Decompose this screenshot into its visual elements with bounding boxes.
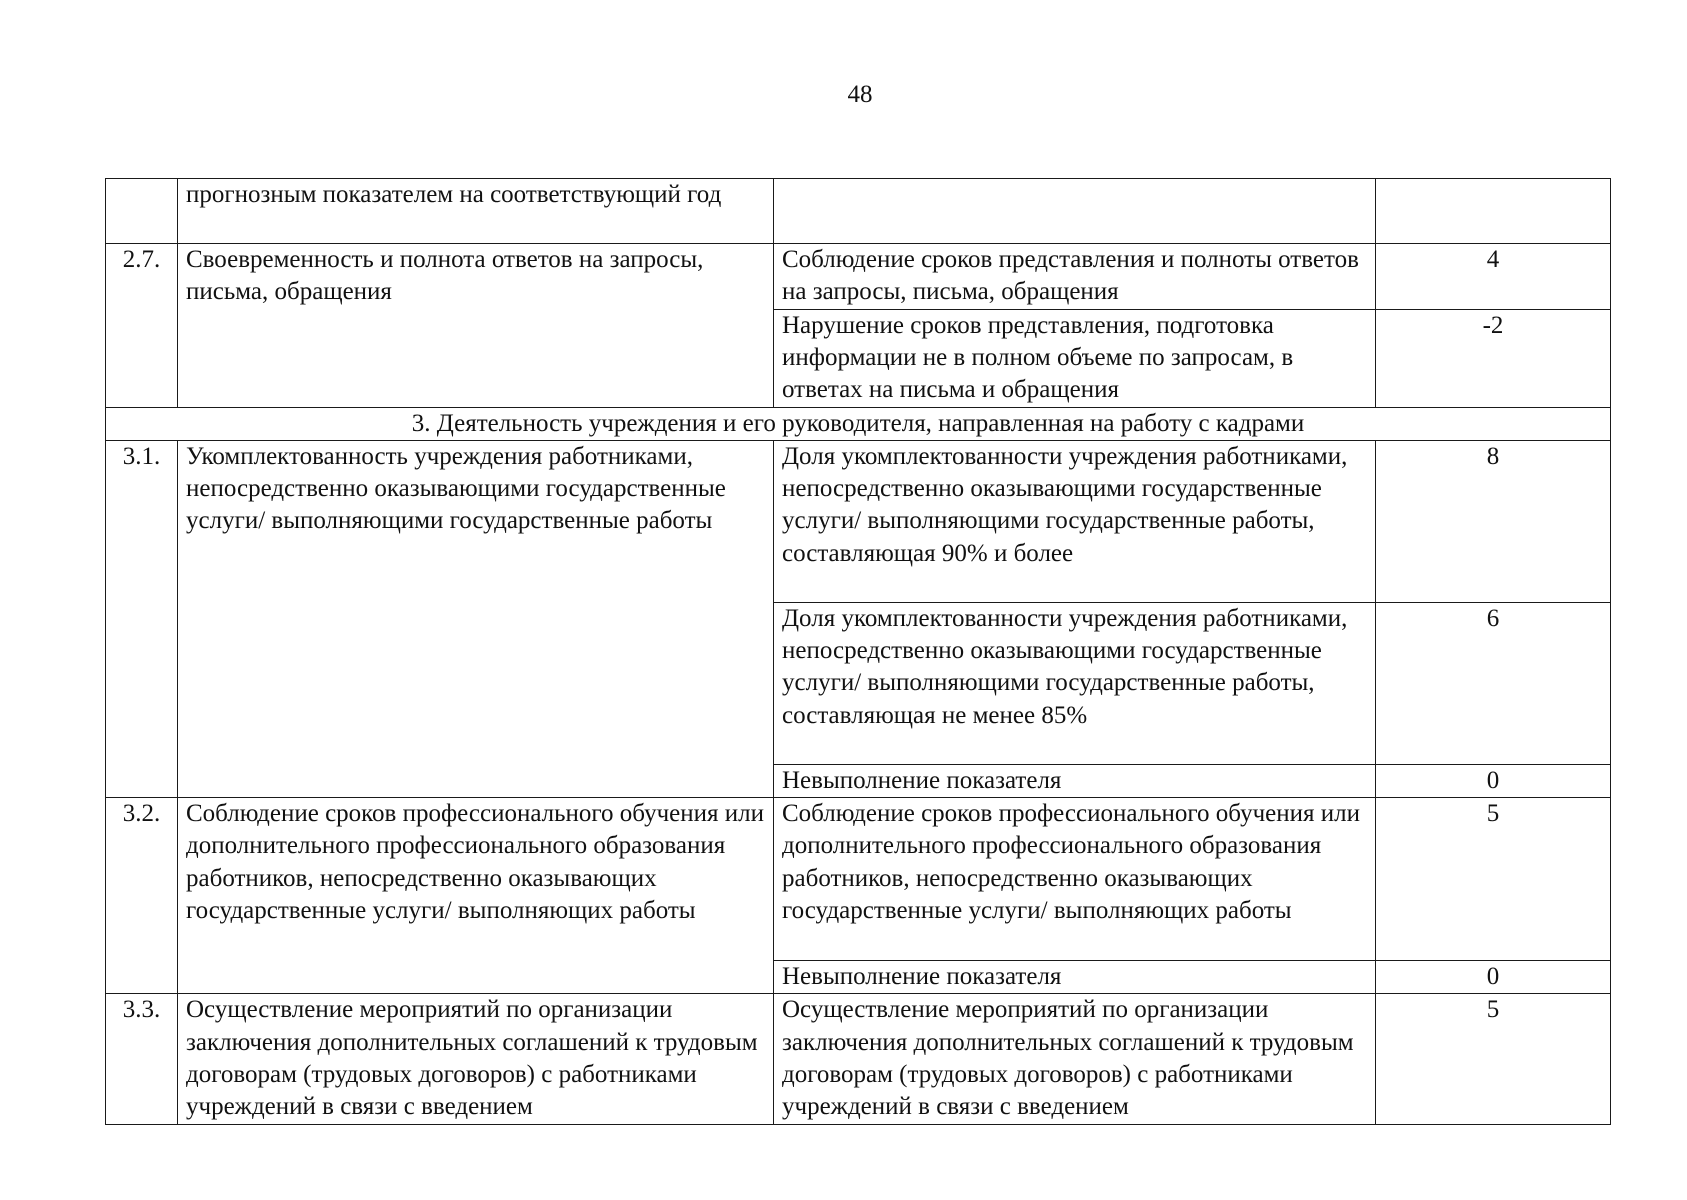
indicator-cell: Укомплектованность учреждения работниками, непосредственно оказывающими государственные услуги/ выполняющими государственные работы <box>178 440 774 797</box>
row-number-cell <box>106 179 178 244</box>
criterion-cell: Доля укомплектованности учреждения работниками, непосредственно оказывающими государственные услуги/ выполняющими государственные работы, составляющая 90% и более <box>774 440 1376 602</box>
row-number-cell: 3.2. <box>106 798 178 994</box>
criterion-cell: Невыполнение показателя <box>774 764 1376 797</box>
table-row <box>106 179 1611 244</box>
criterion-cell <box>774 179 1376 244</box>
table-row <box>106 244 1611 310</box>
section-header-row <box>106 407 1611 440</box>
points-cell: 4 <box>1376 244 1611 310</box>
section-heading: 3. Деятельность учреждения и его руководителя, направленная на работу с кадрами <box>106 407 1611 440</box>
indicator-cell: Осуществление мероприятий по организации заключения дополнительных соглашений к трудовым договорам (трудовых договоров) с работниками учреждений в связи с введением <box>178 994 774 1124</box>
criterion-cell: Нарушение сроков представления, подготовка информации не в полном объеме по запросам, в ответах на письма и обращения <box>774 309 1376 407</box>
points-cell: 6 <box>1376 602 1611 764</box>
points-cell: 0 <box>1376 764 1611 797</box>
criterion-cell: Невыполнение показателя <box>774 961 1376 994</box>
table-row <box>106 440 1611 602</box>
points-cell: -2 <box>1376 309 1611 407</box>
criterion-cell: Доля укомплектованности учреждения работниками, непосредственно оказывающими государственные услуги/ выполняющими государственные работы, составляющая не менее 85% <box>774 602 1376 764</box>
indicator-cell: Своевременность и полнота ответов на запросы, письма, обращения <box>178 244 774 408</box>
row-number-cell: 3.1. <box>106 440 178 797</box>
points-cell: 5 <box>1376 798 1611 961</box>
criteria-table <box>105 178 1611 1125</box>
criterion-cell: Осуществление мероприятий по организации заключения дополнительных соглашений к трудовым договорам (трудовых договоров) с работниками учреждений в связи с введением <box>774 994 1376 1124</box>
points-cell: 8 <box>1376 440 1611 602</box>
row-number-cell: 2.7. <box>106 244 178 408</box>
indicator-cell: Соблюдение сроков профессионального обучения или дополнительного профессионального образования работников, непосредственно оказывающих государственные услуги/ выполняющих работы <box>178 798 774 994</box>
points-cell: 0 <box>1376 961 1611 994</box>
criterion-cell: Соблюдение сроков профессионального обучения или дополнительного профессионального образования работников, непосредственно оказывающих государственные услуги/ выполняющих работы <box>774 798 1376 961</box>
row-number-cell: 3.3. <box>106 994 178 1124</box>
table-row <box>106 994 1611 1124</box>
indicator-cell: прогнозным показателем на соответствующий год <box>178 179 774 244</box>
table-row <box>106 798 1611 961</box>
criterion-cell: Соблюдение сроков представления и полноты ответов на запросы, письма, обращения <box>774 244 1376 310</box>
points-cell <box>1376 179 1611 244</box>
page-number: 48 <box>847 81 873 108</box>
points-cell: 5 <box>1376 994 1611 1124</box>
